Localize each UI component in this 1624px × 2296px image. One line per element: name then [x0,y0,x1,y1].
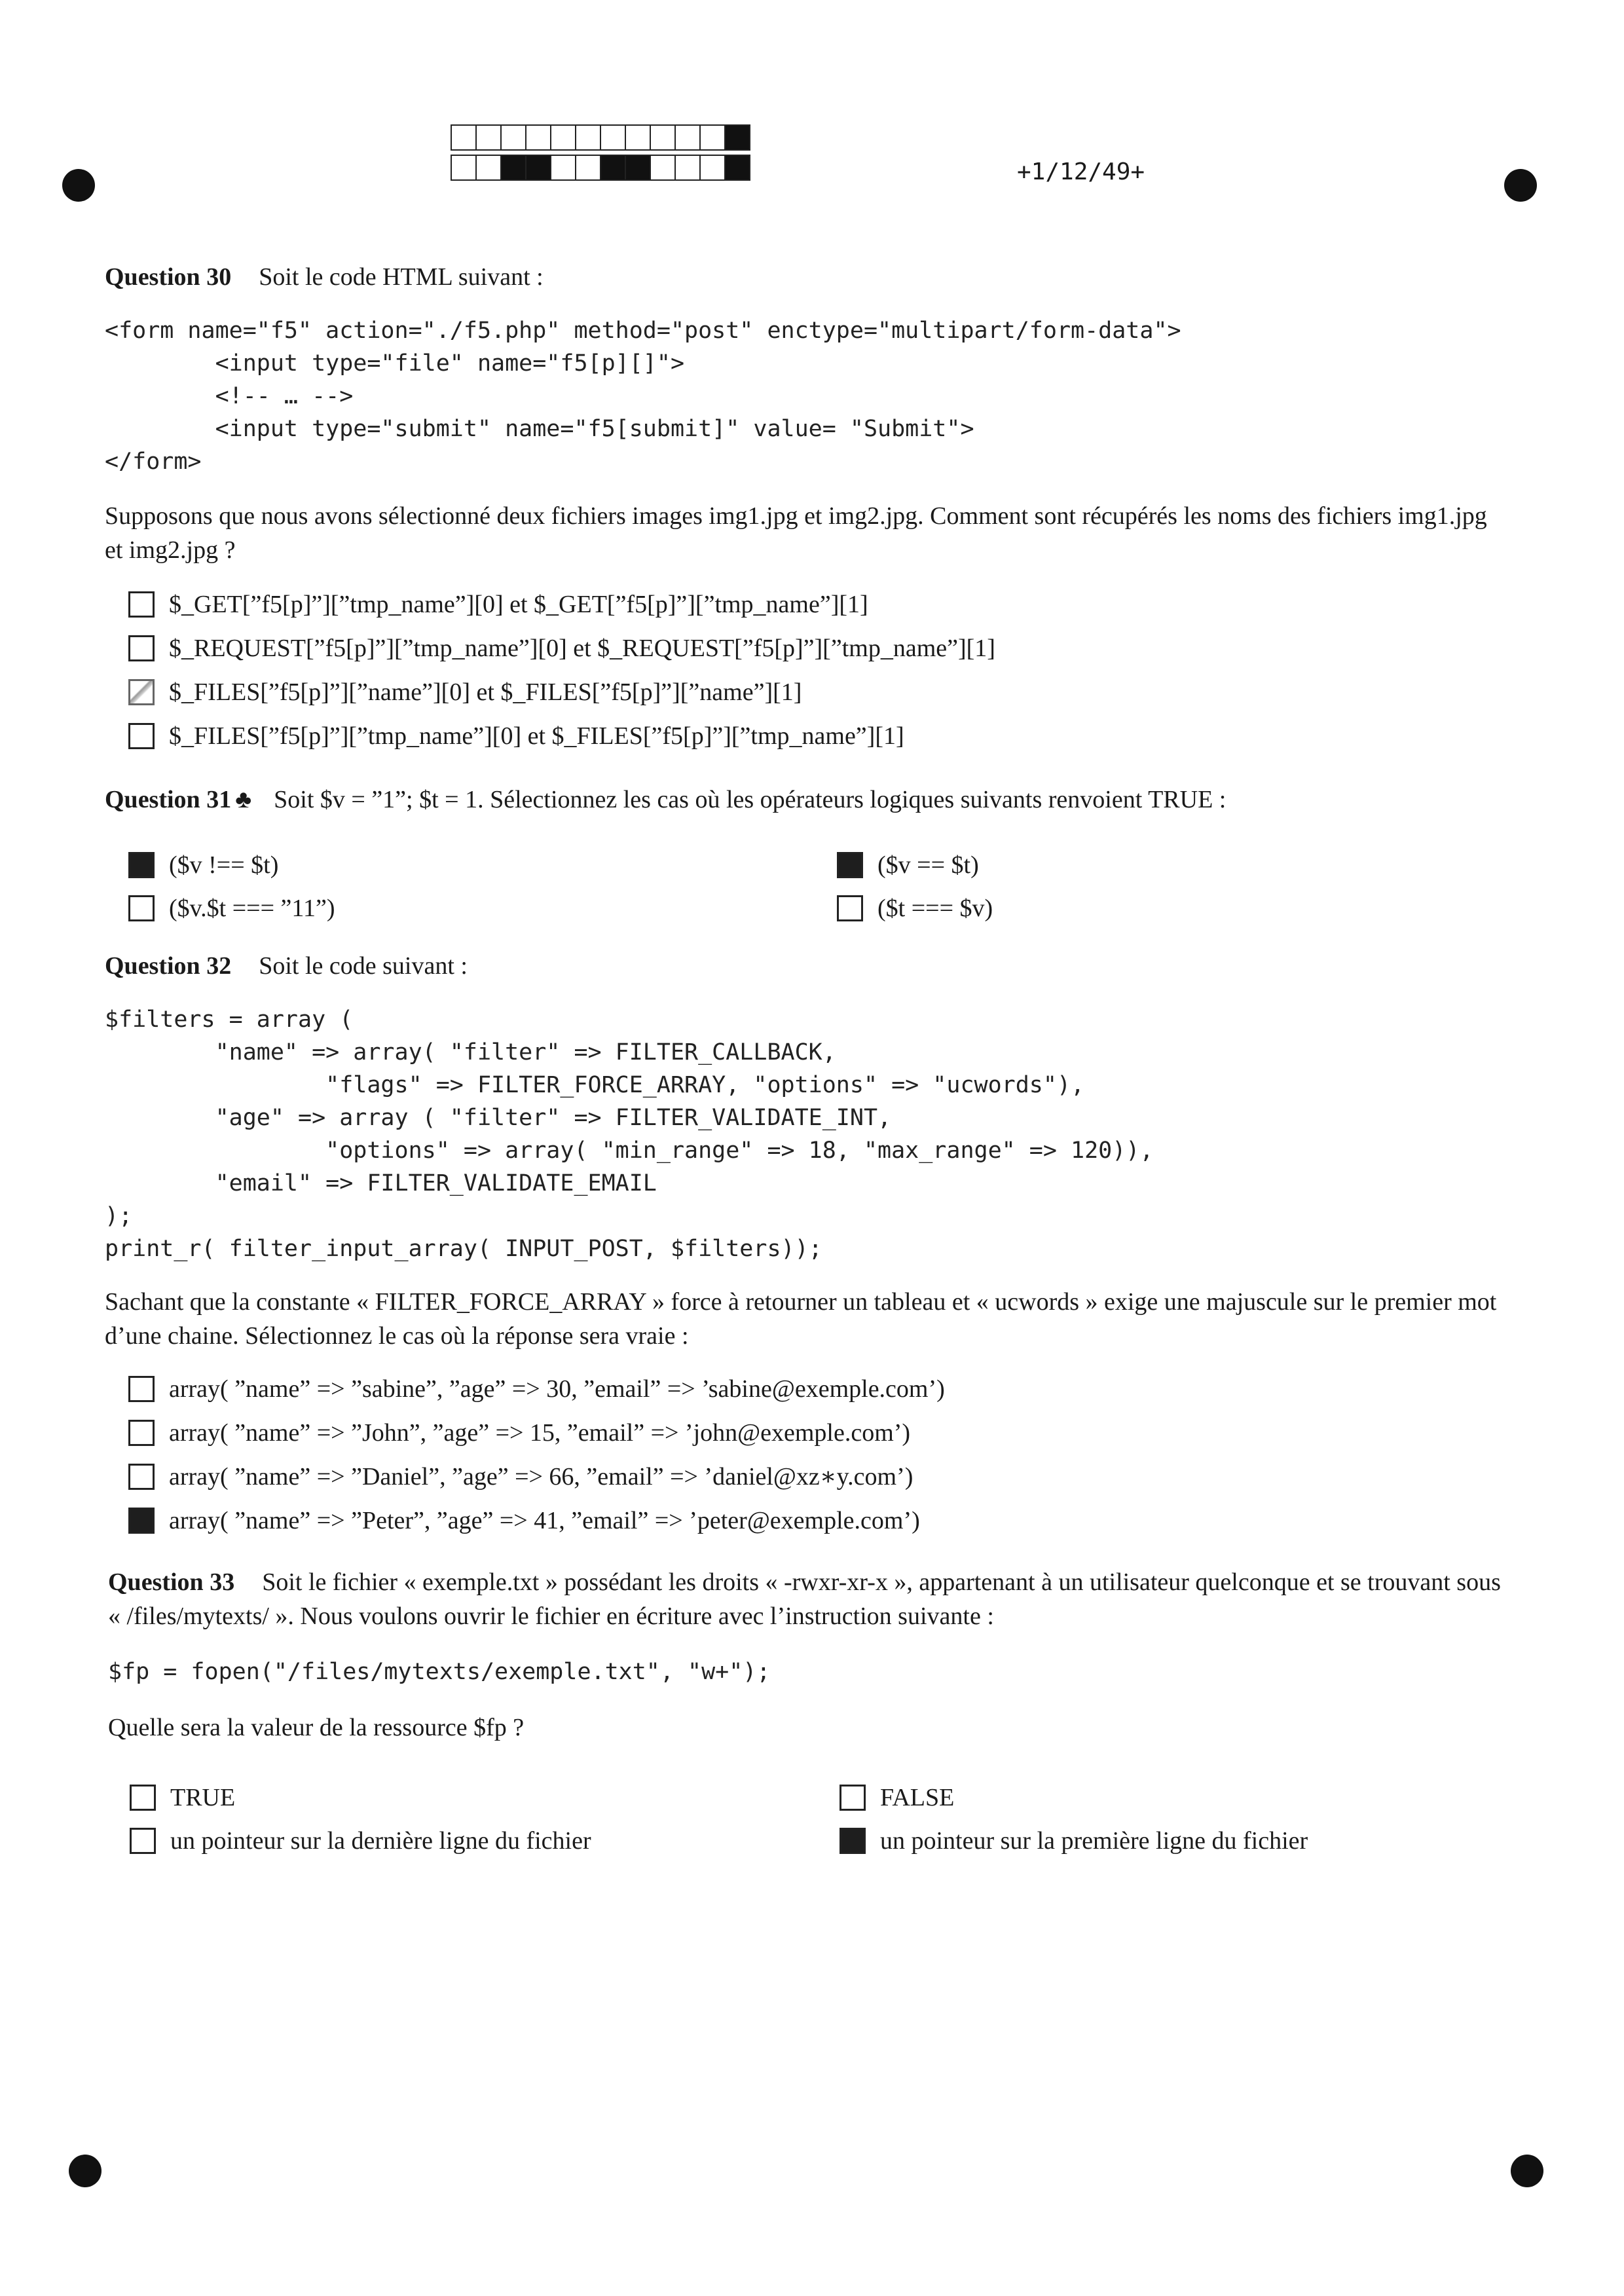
answer-option[interactable] [840,1824,1308,1857]
barcode-cell [724,155,750,181]
checkbox[interactable] [128,852,155,878]
option-label: array( ”name” => ”Daniel”, ”age” => 66, ”email” => ’daniel@xz∗y.com’) [169,1463,913,1491]
php-code-block: $filters = array ( "name" => array( "filter" => FILTER_CALLBACK, "flags" => FILTER_FORCE_ARRAY, "options" => "ucwords"), "age" => array ( "filter" => FILTER_VALIDATE_INT, "options" => array( "min_range" => 18, "max_range" => 120)), "email" => FILTER_VALIDATE_EMAIL ); print_r( filter_input_array( INPUT_POST, $filters)); [105,1007,1154,1262]
barcode-cell [525,124,551,151]
barcode-cell [674,124,701,151]
barcode-cell [650,124,676,151]
checkbox[interactable] [130,1785,156,1811]
option-label: array( ”name” => ”Peter”, ”age” => 41, ”email” => ’peter@exemple.com’) [169,1507,920,1534]
barcode-cell [550,124,576,151]
answer-option[interactable] [128,632,995,665]
checkbox[interactable] [128,1376,155,1402]
option-label: TRUE [170,1784,236,1811]
barcode-cell [724,124,750,151]
barcode-cell [525,155,551,181]
barcode-cell [500,155,526,181]
question-30-header [105,261,544,293]
barcode-cell [575,155,601,181]
barcode-cell [500,124,526,151]
checkbox[interactable] [128,1464,155,1490]
question-intro: Soit le code suivant : [259,952,468,980]
checkbox[interactable] [128,591,155,618]
question-31-header [105,783,1226,816]
answer-option[interactable] [128,1504,920,1537]
barcode-cell [475,124,502,151]
barcode-top [451,124,749,151]
answer-option[interactable] [837,892,993,925]
barcode-cell [625,124,651,151]
barcode-bottom [451,155,749,181]
page-id: +1/12/49+ [1017,158,1145,185]
option-label: array( ”name” => ”John”, ”age” => 15, ”email” => ’john@exemple.com’) [169,1419,911,1447]
barcode-cell [600,124,626,151]
checkbox[interactable] [840,1828,866,1854]
checkbox[interactable] [128,723,155,749]
question-33-text: Quelle sera la valeur de la ressource $fp ? [108,1714,525,1741]
question-intro: Soit le code HTML suivant : [259,263,544,291]
question-label: Question 30 [105,263,232,291]
answer-option[interactable] [837,849,979,881]
option-label: $_FILES[”f5[p]”][”tmp_name”][0] et $_FILES[”f5[p]”][”tmp_name”][1] [169,722,904,750]
question-intro: Soit $v = ”1”; $t = 1. Sélectionnez les cas où les opérateurs logiques suivants renvoient TRUE : [274,786,1227,813]
answer-option[interactable] [128,892,335,925]
question-33-header [108,1565,1513,1633]
checkbox[interactable] [128,679,155,705]
barcode-cell [650,155,676,181]
answer-option[interactable] [128,1416,910,1449]
barcode-cell [699,155,726,181]
checkbox[interactable] [128,1508,155,1534]
option-label: ($v.$t === ”11”) [169,895,335,922]
option-label: un pointeur sur la première ligne du fichier [880,1827,1308,1855]
answer-option[interactable] [128,1460,913,1493]
answer-option[interactable] [130,1824,591,1857]
answer-option[interactable] [840,1781,954,1814]
checkbox[interactable] [837,852,863,878]
option-label: ($v !== $t) [169,851,279,879]
option-label: ($v == $t) [877,851,979,879]
answer-option[interactable] [128,720,904,752]
option-label: ($t === $v) [877,895,993,922]
html-code-block: <form name="f5" action="./f5.php" method="post" enctype="multipart/form-data"> <input type="file" name="f5[p][]"> <!-- … --> <input type="submit" name="f5[submit]" value= "Submit"> </form> [105,318,1181,475]
registration-mark-bottom-right [1511,2155,1543,2187]
question-label: Question 31 [105,786,232,813]
barcode-cell [575,124,601,151]
club-icon: ♣ [235,786,252,813]
registration-mark-top-right [1504,169,1537,202]
question-label: Question 33 [108,1568,235,1596]
registration-mark-bottom-left [69,2155,101,2187]
barcode-cell [451,124,477,151]
option-label: FALSE [880,1784,955,1811]
question-32-header [105,950,468,982]
option-label: $_REQUEST[”f5[p]”][”tmp_name”][0] et $_REQUEST[”f5[p]”][”tmp_name”][1] [169,635,995,662]
option-label: un pointeur sur la dernière ligne du fichier [170,1827,591,1855]
barcode-cell [674,155,701,181]
question-30-text: Supposons que nous avons sélectionné deux fichiers images img1.jpg et img2.jpg. Comment sont récupérés les noms des fichiers img1.jpg et img2.jpg ? [105,502,1487,564]
barcode-cell [550,155,576,181]
checkbox[interactable] [840,1785,866,1811]
answer-option[interactable] [128,849,278,881]
question-32-text: Sachant que la constante « FILTER_FORCE_ARRAY » force à retourner un tableau et « ucwords » exige une majuscule sur le premier mot d’une chaine. Sélectionnez le cas où la réponse sera vraie : [105,1288,1497,1350]
answer-option[interactable] [128,588,868,621]
fopen-code-line: $fp = fopen("/files/mytexts/exemple.txt", "w+"); [108,1659,771,1685]
checkbox[interactable] [130,1828,156,1854]
barcode-cell [600,155,626,181]
barcode-cell [699,124,726,151]
option-label: $_GET[”f5[p]”][”tmp_name”][0] et $_GET[”f5[p]”][”tmp_name”][1] [169,591,868,618]
checkbox[interactable] [128,635,155,661]
checkbox[interactable] [128,895,155,921]
answer-option[interactable] [128,676,802,709]
checkbox[interactable] [128,1420,155,1446]
option-label: $_FILES[”f5[p]”][”name”][0] et $_FILES[”f5[p]”][”name”][1] [169,678,802,706]
barcode-cell [475,155,502,181]
barcode-cell [451,155,477,181]
answer-option[interactable] [130,1781,235,1814]
question-intro: Soit le fichier « exemple.txt » possédant les droits « -rwxr-xr-x », appartenant à un utilisateur quelconque et se trouvant sous « /files/mytexts/ ». Nous voulons ouvrir le fichier en écriture avec l’instruction suivante : [108,1568,1501,1630]
question-label: Question 32 [105,952,232,980]
registration-mark-top-left [62,169,95,202]
barcode-cell [625,155,651,181]
option-label: array( ”name” => ”sabine”, ”age” => 30, ”email” => ’sabine@exemple.com’) [169,1375,945,1403]
answer-option[interactable] [128,1373,945,1405]
checkbox[interactable] [837,895,863,921]
